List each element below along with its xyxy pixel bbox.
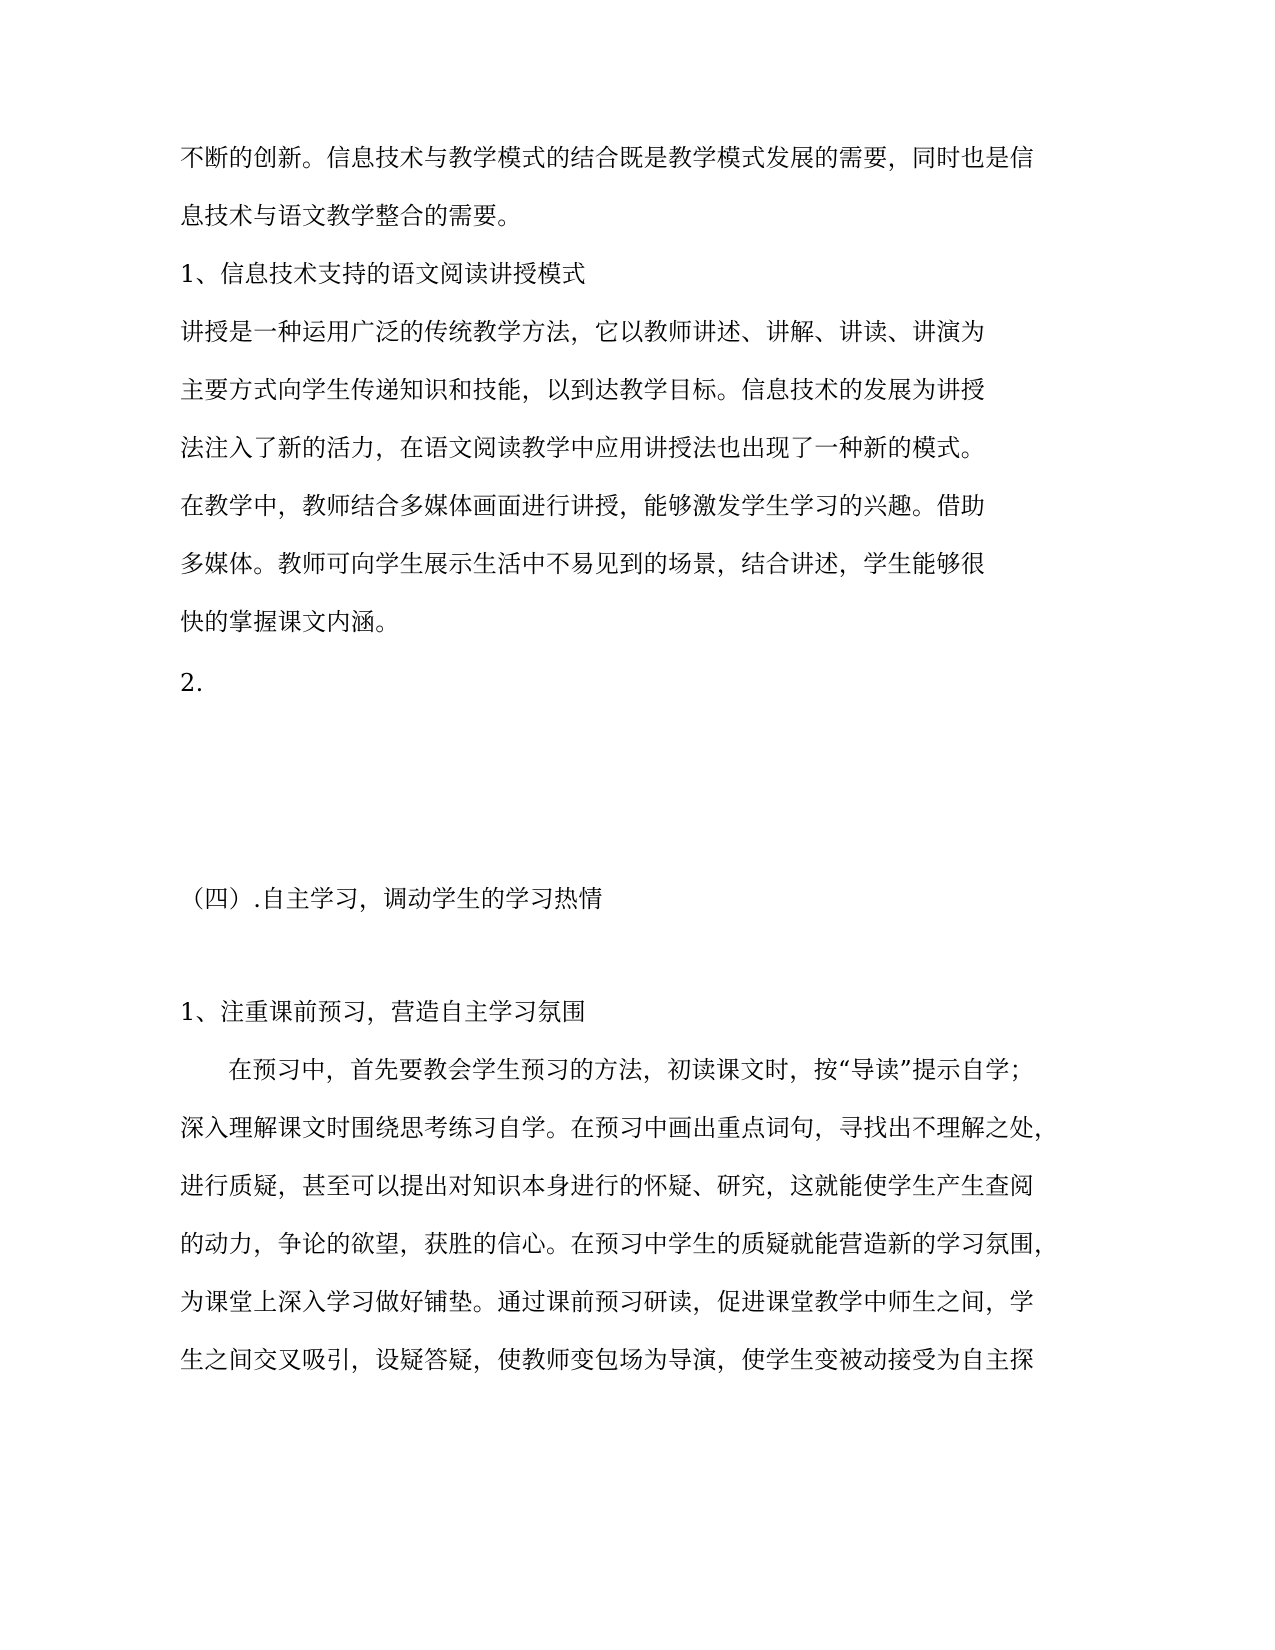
text-line: 主要方式向学生传递知识和技能，以到达教学目标。信息技术的发展为讲授	[180, 376, 986, 404]
text-line: 为课堂上深入学习做好铺垫。通过课前预习研读，促进课堂教学中师生之间，学	[180, 1288, 1034, 1316]
text-line: 息技术与语文教学整合的需要。	[180, 202, 522, 230]
text-line: 深入理解课文时围绕思考练习自学。在预习中画出重点词句，寻找出不理解之处，	[180, 1114, 1059, 1142]
text-line: 不断的创新。信息技术与教学模式的结合既是教学模式发展的需要，同时也是信	[180, 144, 1034, 172]
text-line: 的动力，争论的欲望，获胜的信心。在预习中学生的质疑就能营造新的学习氛围，	[180, 1230, 1059, 1258]
text-line: 多媒体。教师可向学生展示生活中不易见到的场景，结合讲述，学生能够很	[180, 550, 986, 578]
section-heading: （四）.自主学习，调动学生的学习热情	[180, 885, 603, 913]
list-number: 2.	[180, 669, 204, 697]
text-line: 生之间交叉吸引，设疑答疑，使教师变包场为导演，使学生变被动接受为自主探	[180, 1346, 1034, 1374]
text-line: 在教学中，教师结合多媒体画面进行讲授，能够激发学生学习的兴趣。借助	[180, 492, 986, 520]
section-heading: 1、信息技术支持的语文阅读讲授模式	[180, 260, 587, 288]
text-line: 进行质疑，甚至可以提出对知识本身进行的怀疑、研究，这就能使学生产生查阅	[180, 1172, 1034, 1200]
text-line: 讲授是一种运用广泛的传统教学方法，它以教师讲述、讲解、讲读、讲演为	[180, 318, 986, 346]
text-line: 快的掌握课文内涵。	[180, 608, 400, 636]
text-line: 法注入了新的活力，在语文阅读教学中应用讲授法也出现了一种新的模式。	[180, 434, 986, 462]
subsection-heading: 1、注重课前预习，营造自主学习氛围	[180, 998, 587, 1026]
text-line: 在预习中，首先要教会学生预习的方法，初读课文时，按“导读”提示自学；	[228, 1056, 1035, 1084]
